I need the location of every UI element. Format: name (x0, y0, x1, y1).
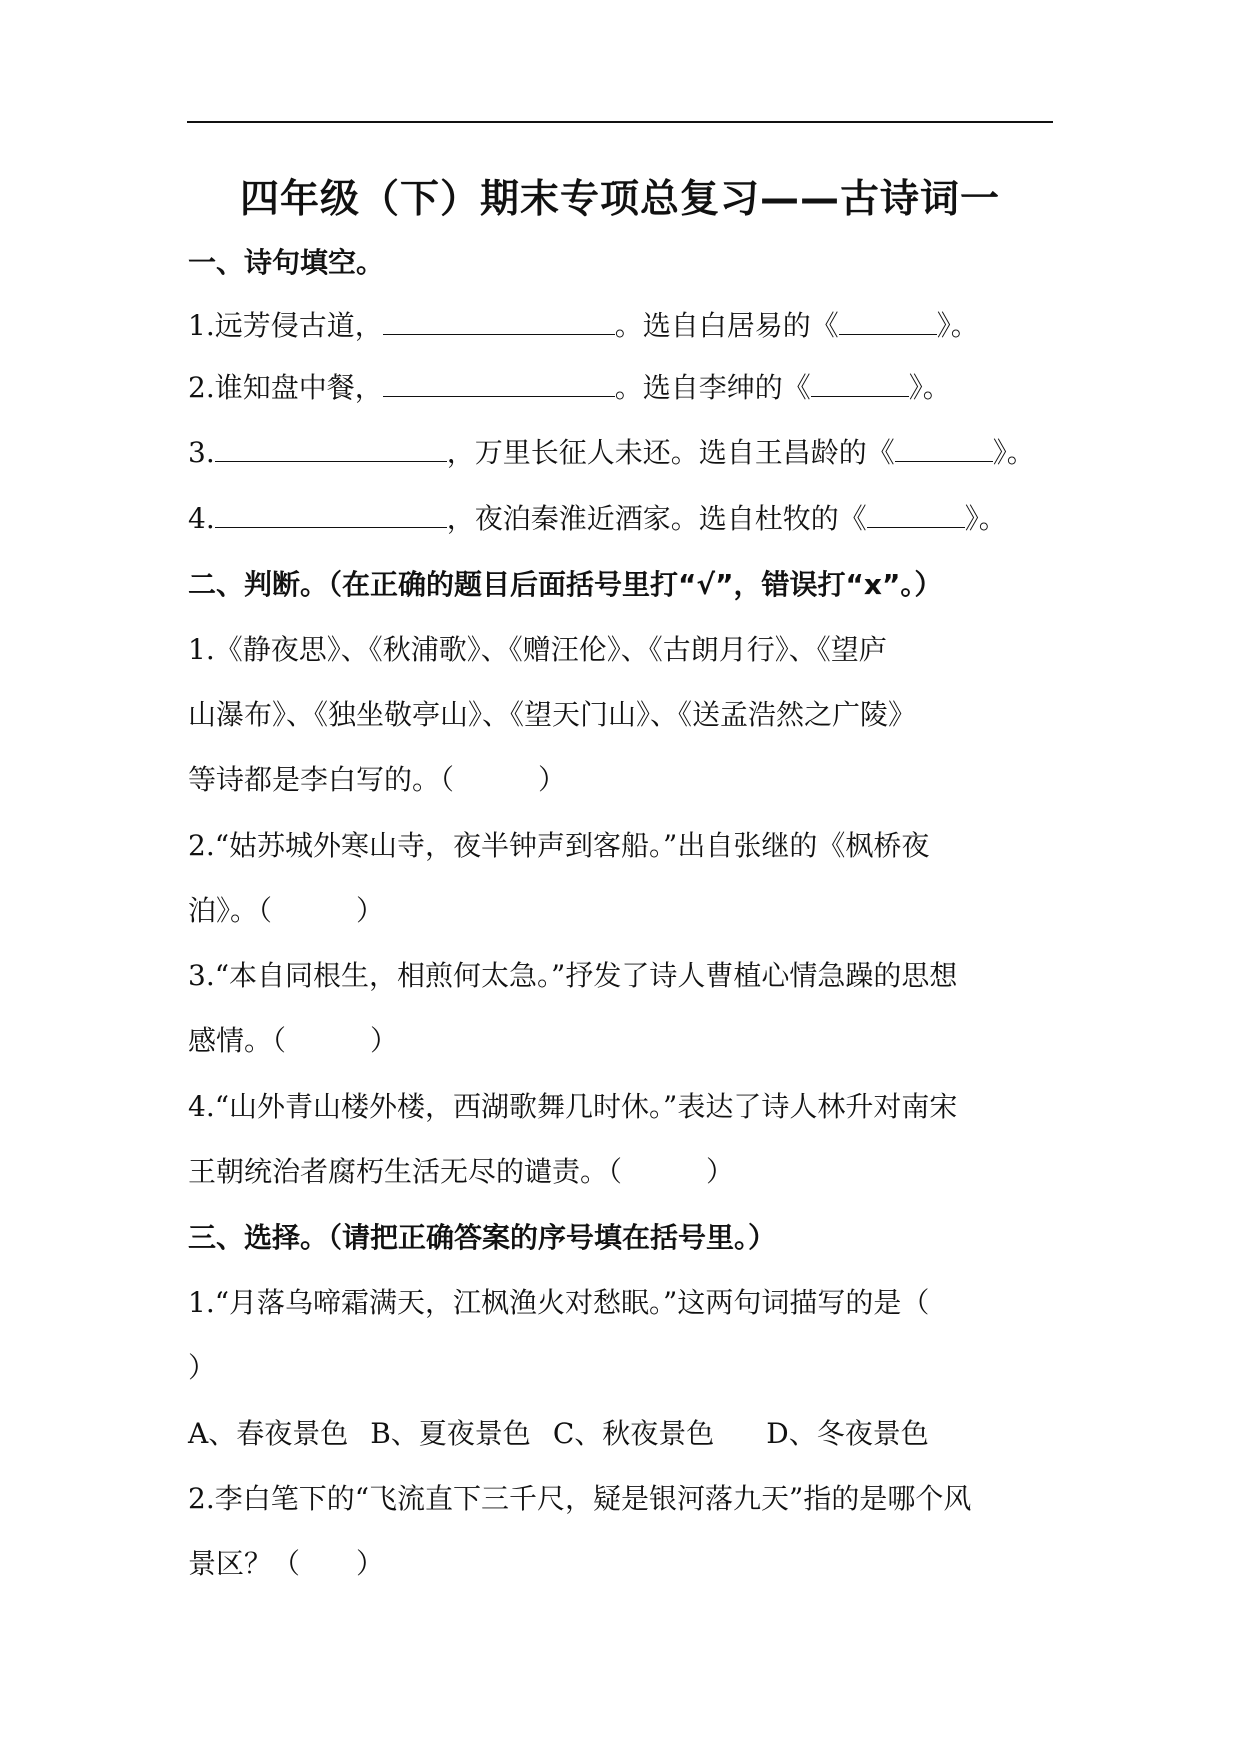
section-2-heading: 二、判断。（在正确的题目后面括号里打“√”，错误打“x”。） (188, 568, 943, 601)
judge-item-1-line-2: 山瀑布》、《独坐敬亭山》、《望天门山》、《送孟浩然之广陵》 (188, 698, 917, 731)
close-paren: ） (356, 1547, 385, 1580)
fill-item-3 (188, 431, 1035, 475)
top-rule (187, 121, 1053, 123)
choice-item-2-line-2 (188, 1542, 384, 1586)
fill-item-4 (188, 497, 1007, 541)
fill-item-3-middle: ，万里长征人未还。选自王昌龄的《 (446, 436, 895, 469)
answer-blank[interactable] (383, 304, 615, 335)
answer-blank[interactable] (215, 431, 447, 462)
fill-item-4-prefix: 4. (188, 502, 215, 535)
section-3-heading: 三、选择。（请把正确答案的序号填在括号里。） (188, 1221, 777, 1254)
fill-item-2 (188, 366, 951, 410)
poem-title-blank[interactable] (839, 304, 937, 335)
fill-item-3-suffix: 》。 (992, 436, 1035, 469)
close-paren: ） (370, 1024, 399, 1057)
fill-item-1 (188, 304, 979, 348)
poem-title-blank[interactable] (895, 431, 993, 462)
answer-blank[interactable] (215, 497, 447, 528)
fill-item-1-middle: 。选自白居易的《 (614, 309, 839, 342)
option-c[interactable]: C、秋夜景色 (552, 1417, 715, 1450)
fill-item-2-middle: 。选自李绅的《 (614, 371, 811, 404)
judge-item-2-line-2 (188, 889, 384, 933)
judge-item-4-text: 王朝统治者腐朽生活无尽的谴责。（ (188, 1155, 623, 1188)
poem-title-blank[interactable] (811, 366, 909, 397)
fill-item-1-prefix: 1.远芳侵古道， (188, 309, 383, 342)
fill-item-4-middle: ，夜泊秦淮近酒家。选自杜牧的《 (446, 502, 867, 535)
choice-item-1-options (188, 1412, 929, 1456)
fill-item-4-suffix: 》。 (964, 502, 1007, 535)
choice-item-2-line-1: 2.李白笔下的“飞流直下三千尺，疑是银河落九天”指的是哪个风 (188, 1482, 972, 1515)
close-paren: ） (356, 894, 385, 927)
section-1-heading: 一、诗句填空。 (188, 246, 385, 279)
choice-item-2-text: 景区？（ (188, 1547, 301, 1580)
judge-item-1-text: 等诗都是李白写的。（ (188, 763, 455, 796)
fill-item-2-prefix: 2.谁知盘中餐， (188, 371, 383, 404)
judge-item-1-line-1: 1.《静夜思》、《秋浦歌》、《赠汪伦》、《古朗月行》、《望庐 (188, 633, 887, 666)
page-title: 四年级（下）期末专项总复习——古诗词一 (239, 177, 1000, 222)
option-a[interactable]: A、春夜景色 (188, 1417, 349, 1450)
fill-item-1-suffix: 》。 (936, 309, 979, 342)
choice-item-1-line-2: ） (188, 1351, 217, 1384)
option-b[interactable]: B、夏夜景色 (370, 1417, 531, 1450)
fill-item-2-suffix: 》。 (908, 371, 951, 404)
judge-item-3-line-1: 3.“本自同根生，相煎何太急。”抒发了诗人曹植心情急躁的思想 (188, 959, 958, 992)
judge-item-2-text: 泊》。（ (188, 894, 273, 927)
judge-item-1-line-3 (188, 758, 566, 802)
judge-item-4-line-2 (188, 1150, 734, 1194)
answer-blank[interactable] (383, 366, 615, 397)
close-paren: ） (538, 763, 567, 796)
option-d[interactable]: D、冬夜景色 (766, 1417, 929, 1450)
choice-item-1-line-1: 1.“月落乌啼霜满天，江枫渔火对愁眠。”这两句词描写的是（ (188, 1286, 930, 1319)
judge-item-3-line-2 (188, 1019, 398, 1063)
poem-title-blank[interactable] (867, 497, 965, 528)
judge-item-2-line-1: 2.“姑苏城外寒山寺，夜半钟声到客船。”出自张继的《枫桥夜 (188, 829, 930, 862)
judge-item-3-text: 感情。（ (188, 1024, 287, 1057)
judge-item-4-line-1: 4.“山外青山楼外楼，西湖歌舞几时休。”表达了诗人林升对南宋 (188, 1090, 958, 1123)
fill-item-3-prefix: 3. (188, 436, 215, 469)
close-paren: ） (706, 1155, 735, 1188)
